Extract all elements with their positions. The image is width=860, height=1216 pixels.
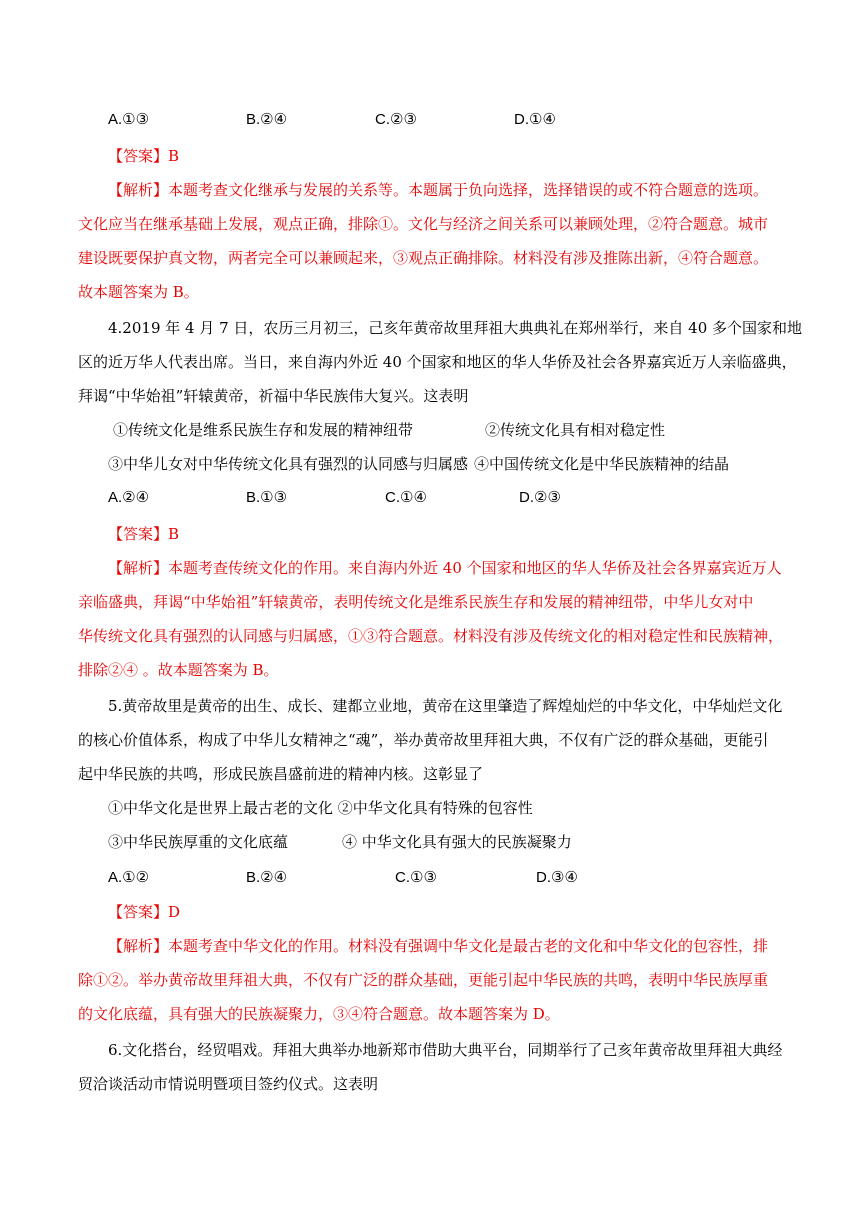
- q4-stem-line: 4.2019 年 4 月 7 日，农历三月初三，己亥年黄帝故里拜祖大典典礼在郑州举行，来自 40 多个国家和地: [108, 319, 803, 337]
- q4-option-d: D.②③: [519, 489, 561, 506]
- q5-option-a: A.①②: [108, 869, 150, 886]
- q5-stem-line: 的核心价值体系，构成了中华儿女精神之“魂”，举办黄帝故里拜祖大典，不仅有广泛的群众基础，更能引: [78, 731, 769, 749]
- q4-item-3: ③中华儿女对中华传统文化具有强烈的认同感与归属感: [108, 455, 469, 473]
- q4-answer: 【答案】B: [108, 525, 180, 543]
- q5-option-d: D.③④: [536, 869, 578, 886]
- q4-item-2: ②传统文化具有相对稳定性: [485, 421, 666, 439]
- q3-analysis-line: 【解析】本题考查文化继承与发展的关系等。本题属于负向选择，选择错误的或不符合题意的选项。: [108, 181, 769, 199]
- q3-option-d: D.①④: [514, 111, 556, 128]
- q6-stem-line: 6.文化搭台，经贸唱戏。拜祖大典举办地新郑市借助大典平台，同期举行了己亥年黄帝故里拜祖大典经: [108, 1041, 783, 1059]
- q3-analysis-line: 文化应当在继承基础上发展，观点正确，排除①。文化与经济之间关系可以兼顾处理，②符合题意。城市: [78, 215, 769, 233]
- q3-option-a: A.①③: [108, 111, 150, 128]
- q4-option-a: A.②④: [108, 489, 150, 506]
- q5-answer: 【答案】D: [108, 903, 181, 921]
- q3-analysis-line: 故本题答案为 B。: [78, 283, 199, 301]
- q5-analysis-line: 的文化底蕴，具有强大的民族凝聚力，③④符合题意。故本题答案为 D。: [78, 1005, 560, 1023]
- q5-option-c: C.①③: [395, 869, 437, 886]
- q5-analysis-line: 【解析】本题考查中华文化的作用。材料没有强调中华文化是最古老的文化和中华文化的包容性，排: [108, 937, 769, 955]
- q4-option-c: C.①④: [385, 489, 427, 506]
- q4-analysis-line: 华传统文化具有强烈的认同感与归属感，①③符合题意。材料没有涉及传统文化的相对稳定性和民族精神，: [78, 627, 784, 645]
- q3-option-b: B.②④: [246, 111, 288, 128]
- q5-stem-line: 起中华民族的共鸣，形成民族昌盛前进的精神内核。这彰显了: [78, 765, 484, 783]
- q5-option-b: B.②④: [246, 869, 288, 886]
- q6-stem-line: 贸洽谈活动市情说明暨项目签约仪式。这表明: [78, 1075, 379, 1093]
- q3-analysis-line: 建设既要保护真文物，两者完全可以兼顾起来，③观点正确排除。材料没有涉及推陈出新，④符合题意。: [78, 249, 769, 267]
- q5-analysis-line: 除①②。举办黄帝故里拜祖大典，不仅有广泛的群众基础，更能引起中华民族的共鸣，表明中华民族厚重: [78, 971, 769, 989]
- q4-analysis-line: 排除②④ 。故本题答案为 B。: [78, 661, 279, 679]
- q4-item-4: ④中国传统文化是中华民族精神的结晶: [474, 455, 730, 473]
- q5-item-3: ③中华民族厚重的文化底蕴: [108, 833, 289, 851]
- q4-analysis-line: 亲临盛典，拜谒“中华始祖”轩辕黄帝，表明传统文化是维系民族生存和发展的精神纽带，中华儿女对中: [78, 593, 754, 611]
- q3-option-c: C.②③: [375, 111, 417, 128]
- q4-stem-line: 区的近万华人代表出席。当日，来自海内外近 40 个国家和地区的华人华侨及社会各界嘉宾近万人亲临盛典，: [78, 353, 797, 371]
- q5-stem-line: 5.黄帝故里是黄帝的出生、成长、建都立业地，黄帝在这里肇造了辉煌灿烂的中华文化，中华灿烂文化: [108, 697, 783, 715]
- q3-answer: 【答案】B: [108, 147, 180, 165]
- q4-item-1: ①传统文化是维系民族生存和发展的精神纽带: [113, 421, 414, 439]
- q4-option-b: B.①③: [246, 489, 288, 506]
- q4-stem-line: 拜谒“中华始祖”轩辕黄帝，祈福中华民族伟大复兴。这表明: [78, 387, 469, 405]
- q5-items-1-2: ①中华文化是世界上最古老的文化 ②中华文化具有特殊的包容性: [108, 799, 533, 817]
- q4-analysis-line: 【解析】本题考查传统文化的作用。来自海内外近 40 个国家和地区的华人华侨及社会各界嘉宾近万人: [108, 559, 782, 577]
- q5-item-4: ④ 中华文化具有强大的民族凝聚力: [342, 833, 572, 851]
